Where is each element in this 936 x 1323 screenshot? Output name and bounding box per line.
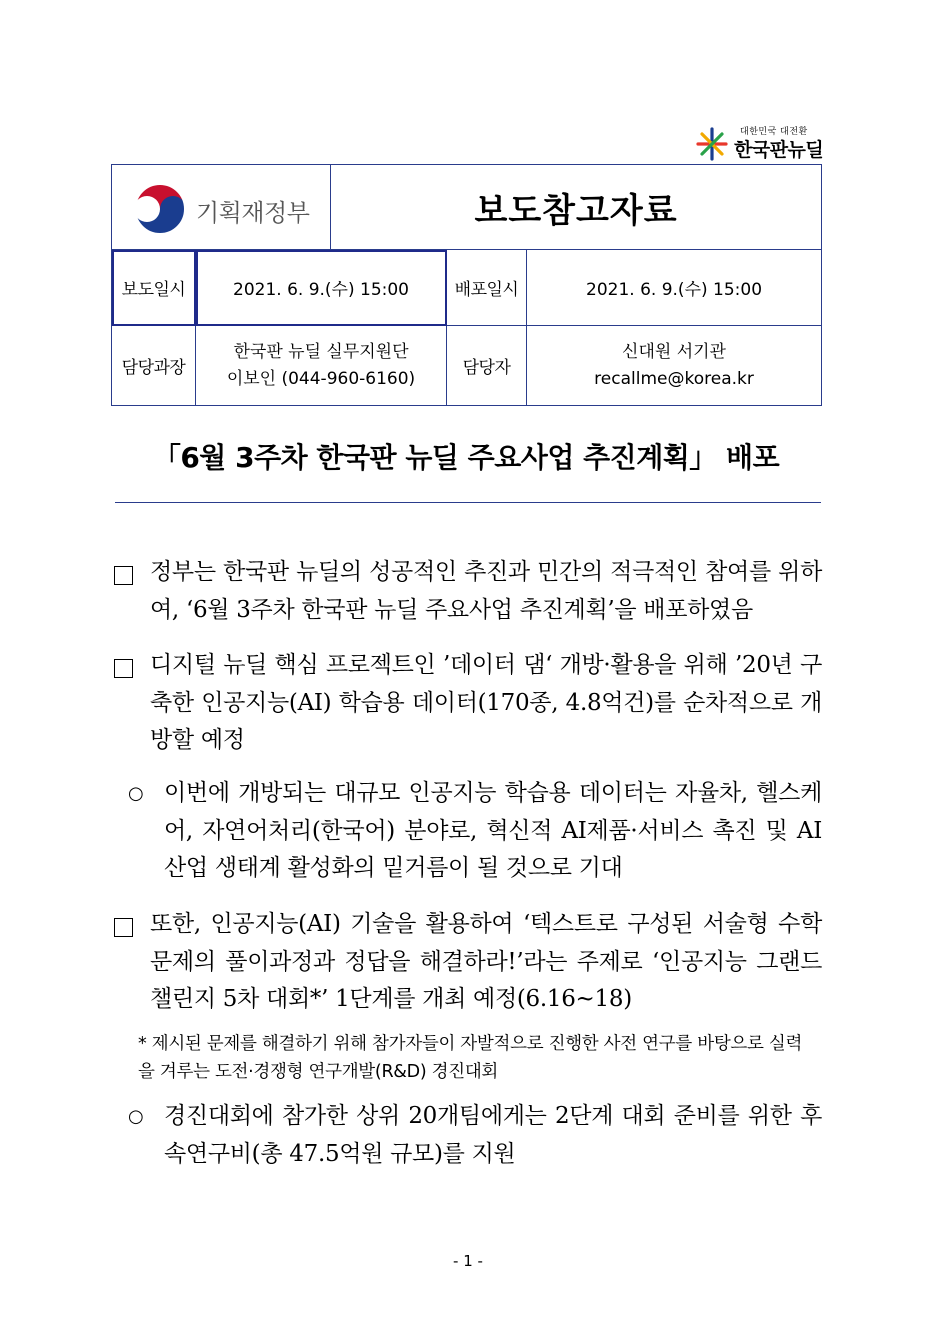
contact-email: recallme@korea.kr bbox=[594, 368, 754, 389]
ministry-name: 기획재정부 bbox=[196, 199, 310, 227]
dept-contact: 이보인 (044-960-6160) bbox=[226, 368, 416, 389]
taegeuk-emblem-icon bbox=[132, 181, 188, 237]
dist-date: 2021. 6. 9.(수) 15:00 bbox=[586, 280, 763, 300]
doc-type: 보도참고자료 bbox=[474, 190, 678, 231]
paragraph-1: 정부는 한국판 뉴딜의 성공적인 추진과 민간의 적극적인 참여를 위하여, ‘6월 3주차 한국판 뉴딜 주요사업 추진계획’을 배포하였음 bbox=[150, 559, 822, 623]
checkbox-square-icon bbox=[114, 566, 133, 585]
press-info-table bbox=[111, 164, 822, 406]
dept-label: 담당과장 bbox=[121, 358, 186, 378]
press-date: 2021. 6. 9.(수) 15:00 bbox=[233, 280, 409, 300]
circle-bullet-icon: ○ bbox=[128, 783, 144, 804]
paragraph-2: 디지털 뉴딜 핵심 프로젝트인 ’데이터 댐‘ 개방·활용을 위해 ’20년 구축한 인공지능(AI) 학습용 데이터(170종, 4.8억건)를 순차적으로 개방할 예정 bbox=[150, 652, 822, 753]
contact-label-cell bbox=[447, 326, 527, 406]
ministry-cell bbox=[112, 165, 331, 250]
new-deal-star-icon bbox=[694, 126, 730, 162]
press-date-label: 보도일시 bbox=[121, 280, 186, 300]
document-title: 「6월 3주차 한국판 뉴딜 주요사업 추진계획」 배포 bbox=[152, 441, 780, 474]
contact-label: 담당자 bbox=[462, 358, 511, 378]
brand-name: 한국판뉴딜 bbox=[734, 139, 824, 161]
dept-label-cell bbox=[112, 326, 196, 406]
contact-cell bbox=[527, 326, 822, 406]
page-number: - 1 - bbox=[453, 1252, 483, 1270]
brand-tagline: 대한민국 대전환 bbox=[740, 127, 808, 137]
dist-date-cell bbox=[527, 250, 822, 326]
press-date-cell bbox=[196, 250, 447, 326]
dist-date-label-cell bbox=[447, 250, 527, 326]
dept-cell bbox=[196, 326, 447, 406]
korean-new-deal-logo bbox=[690, 122, 830, 162]
circle-bullet-icon: ○ bbox=[128, 1106, 144, 1127]
checkbox-square-icon bbox=[114, 659, 133, 678]
footnote: * 제시된 문제를 해결하기 위해 참가자들이 자발적으로 진행한 사전 연구를 바탕으로 실력을 겨루는 도전·경쟁형 연구개발(R&D) 경진대회 bbox=[138, 1034, 803, 1082]
doc-type-cell bbox=[331, 165, 822, 250]
paragraph-3-sub: 경진대회에 참가한 상위 20개팀에게는 2단계 대회 준비를 위한 후속연구비(총 47.5억원 규모)를 지원 bbox=[164, 1103, 822, 1167]
dist-date-label: 배포일시 bbox=[454, 280, 519, 300]
paragraph-2-sub: 이번에 개방되는 대규모 인공지능 학습용 데이터는 자율차, 헬스케어, 자연어처리(한국어) 분야로, 혁신적 AI제품·서비스 촉진 및 AI산업 생태계 활성화의 밑거름이 될 것으로 기대 bbox=[164, 780, 822, 881]
dept-name: 한국판 뉴딜 실무지원단 bbox=[233, 341, 409, 362]
contact-name: 신대원 서기관 bbox=[622, 341, 726, 362]
title-divider bbox=[115, 502, 821, 503]
checkbox-square-icon bbox=[114, 918, 133, 937]
paragraph-3: 또한, 인공지능(AI) 기술을 활용하여 ‘텍스트로 구성된 서술형 수학문제의 풀이과정과 정답을 해결하라!’라는 주제로 ‘인공지능 그랜드 챌린지 5차 대회*’ 1단계를 개최 예정(6.16~18) bbox=[150, 911, 822, 1012]
press-date-label-cell bbox=[112, 250, 196, 326]
